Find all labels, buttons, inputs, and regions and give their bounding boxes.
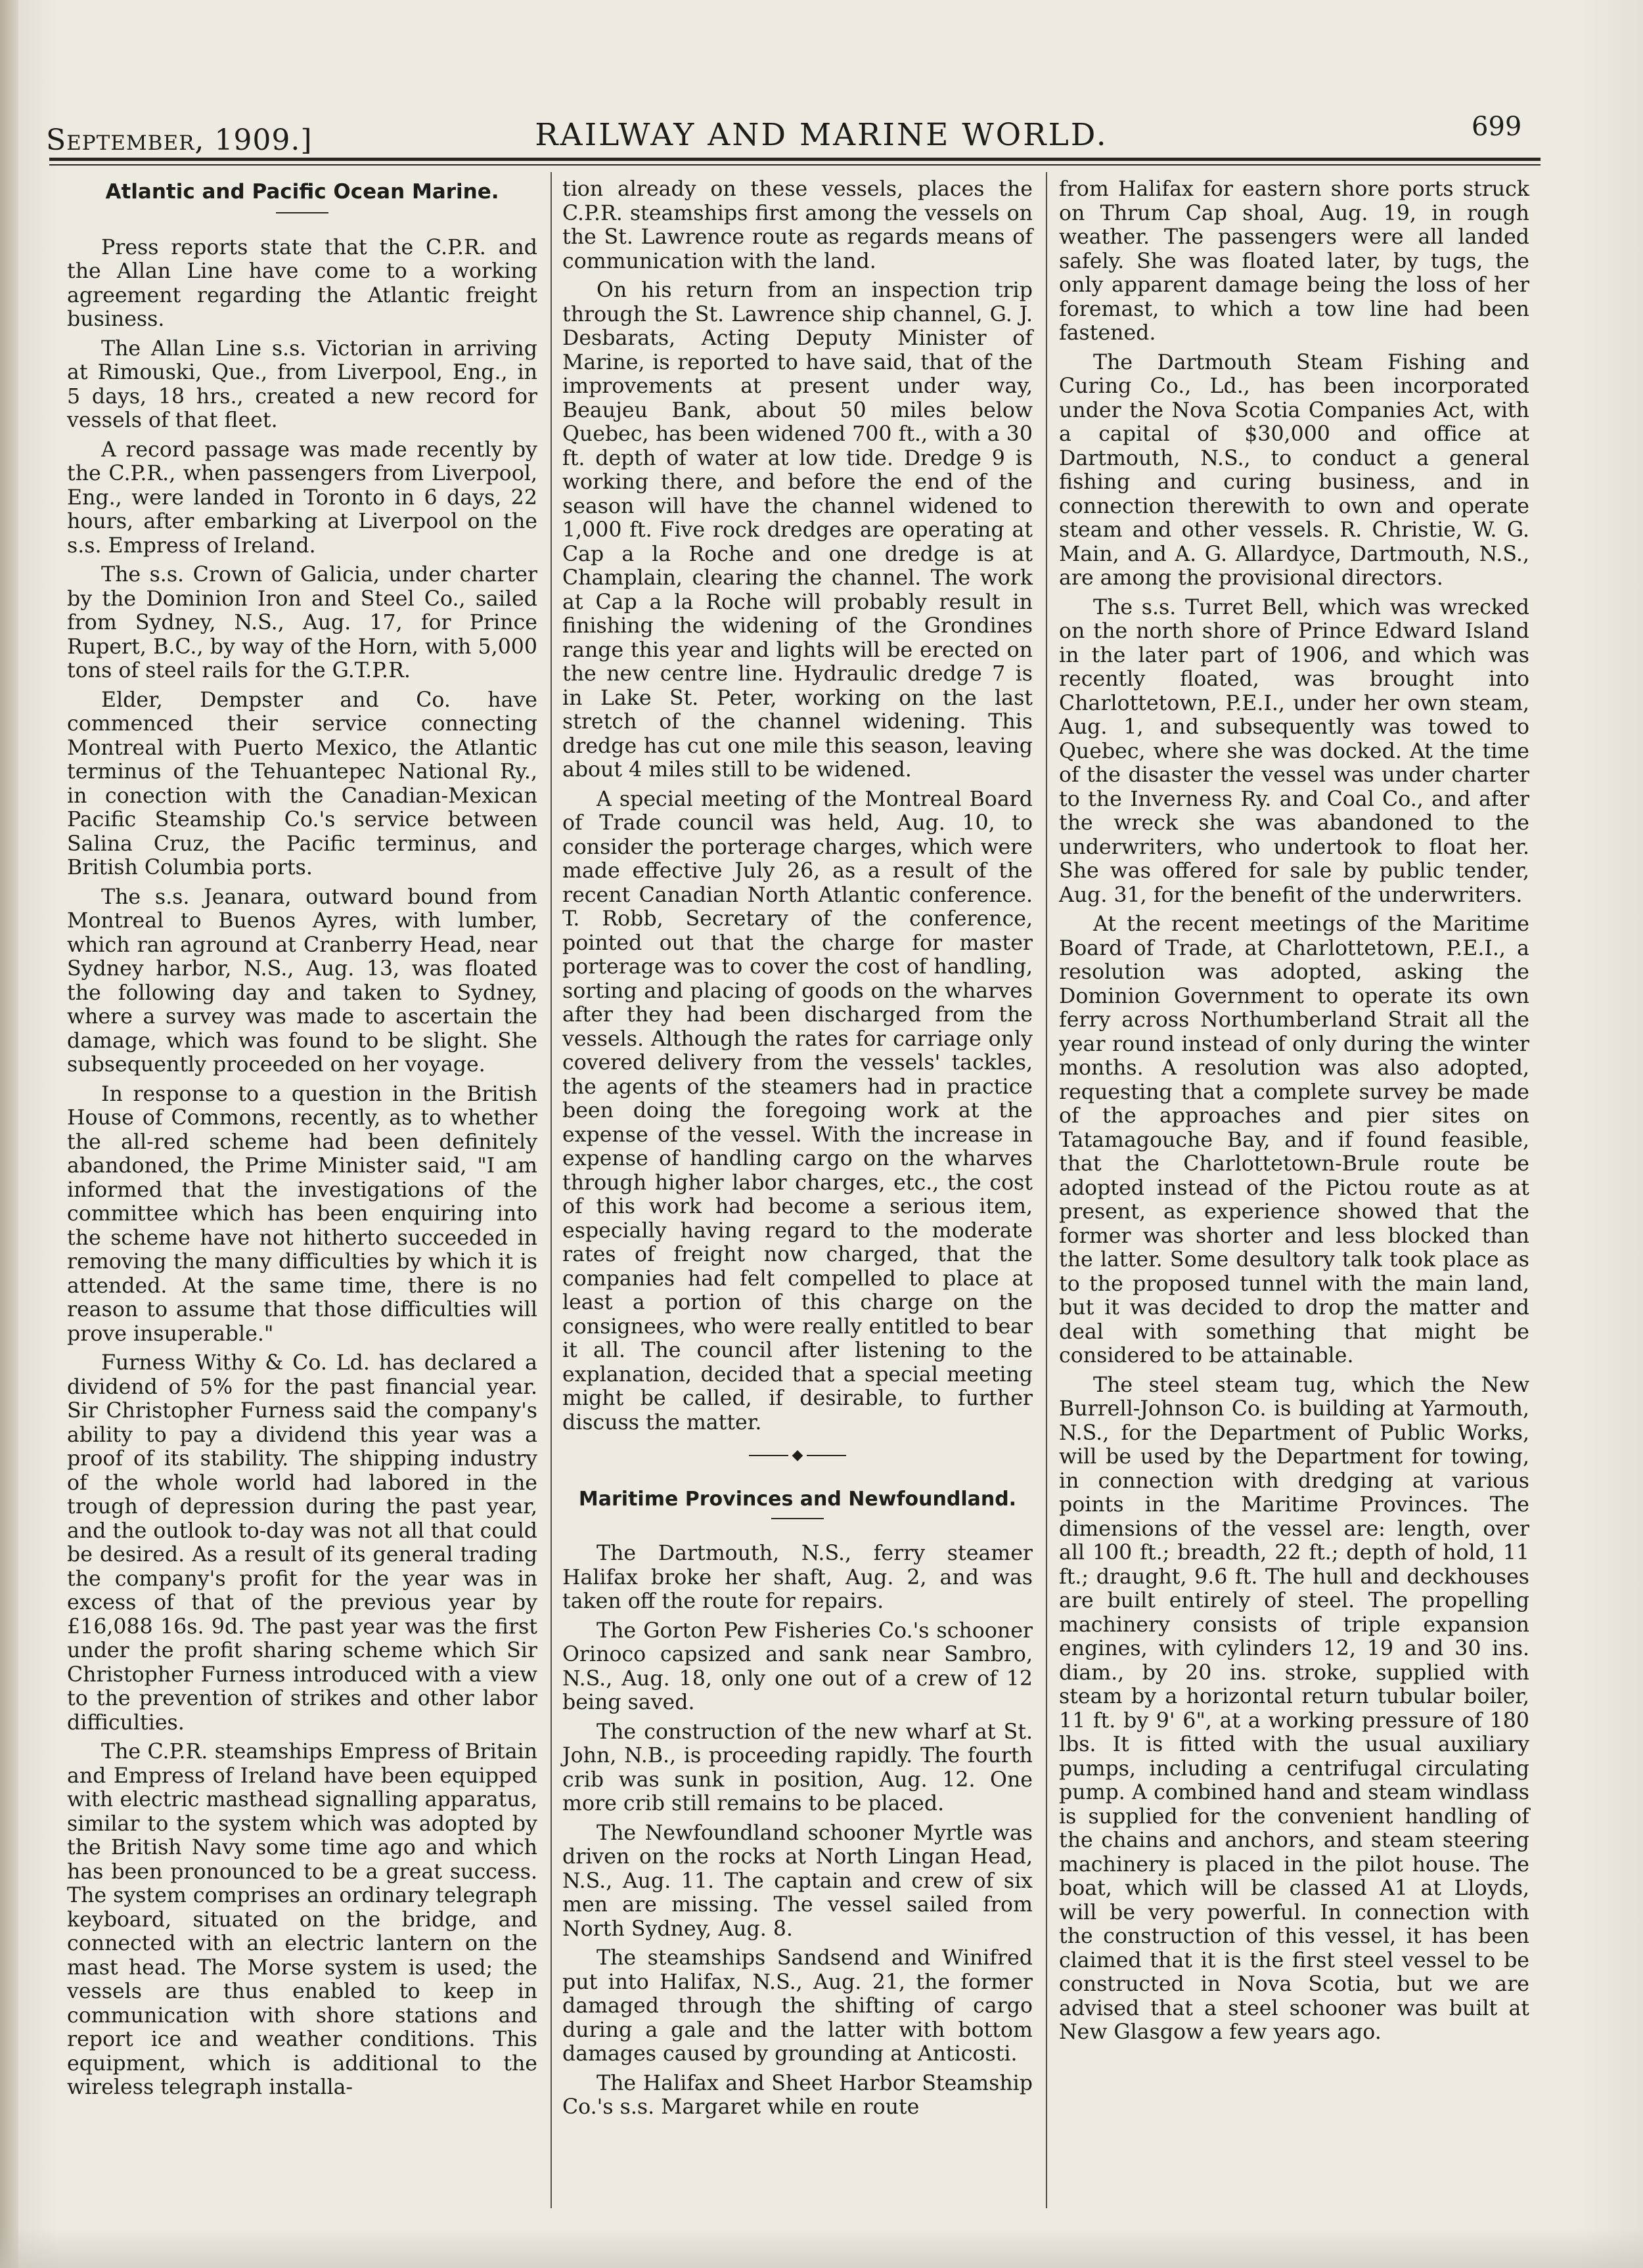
article-paragraph: The Gorton Pew Fisheries Co.'s schooner Orinoco capsized and sank near Sambro, N.S., Aug. 18, only one out of a crew of 12 being saved. xyxy=(562,1618,1033,1715)
article-paragraph: The s.s. Crown of Galicia, under charter by the Dominion Iron and Steel Co., sailed from Sydney, N.S., Aug. 17, for Prince Rupert, B.C., by way of the Horn, with 5,000 tons of steel rails for the G.T.P.R. xyxy=(67,563,537,682)
column-2 xyxy=(562,177,1033,2125)
article-paragraph: The steel steam tug, which the New Burrell-Johnson Co. is building at Yarmouth, N.S., for the Department of Public Works, will be used by the Department for towing, in connection with dredging at various points in the Maritime Provinces. The dimensions of the vessel are: length, over all 100 ft.; breadth, 22 ft.; depth of hold, 11 ft.; draught, 9.6 ft. The hull and deckhouses are built entirely of steel. The propelling machinery consists of triple expansion engines, with cylinders 12, 19 and 30 ins. diam., by 20 ins. stroke, supplied with steam by a horizontal return tubular boiler, 11 ft. by 9' 6", at a working pressure of 180 lbs. It is fitted with the usual auxiliary pumps, including a centrifugal circulating pump. A combined hand and steam windlass is supplied for the convenient handling of the chains and anchors, and steam steering machinery is placed in the pilot house. The boat, which will be classed A1 at Lloyds, will be very powerful. In connection with the construction of this vessel, it has been claimed that it is the first steel vessel to be constructed in Nova Scotia, but we are advised that a steel schooner was built at New Glasgow a few years ago. xyxy=(1059,1373,1529,2044)
article-paragraph: The Newfoundland schooner Myrtle was driven on the rocks at North Lingan Head, N.S., Aug. 11. The captain and crew of six men are missing. The vessel sailed from North Sydney, Aug. 8. xyxy=(562,1821,1033,1941)
header-rule xyxy=(49,158,1541,161)
article-paragraph: tion already on these vessels, places the C.P.R. steamships first among the vessels on the St. Lawrence route as regards means of communication with the land. xyxy=(562,177,1033,273)
article-paragraph: In response to a question in the British House of Commons, recently, as to whether the all-red scheme had been definitely abandoned, the Prime Minister said, "I am informed that the investigations of the committee which has been enquiring into the scheme have not hitherto succeeded in removing the many difficulties by which it is attended. At the same time, there is no reason to assume that those difficulties will prove insuperable." xyxy=(67,1082,537,1346)
article-paragraph: The s.s. Turret Bell, which was wrecked on the north shore of Prince Edward Island in the later part of 1906, and which was recently floated, was brought into Charlottetown, P.E.I., under her own steam, Aug. 1, and subsequently was towed to Quebec, where she was docked. At the time of the disaster the vessel was under charter to the Inverness Ry. and Coal Co., and after the wreck she was abandoned to the underwriters, who undertook to float her. She was offered for sale by public tender, Aug. 31, for the benefit of the underwriters. xyxy=(1059,595,1529,907)
page-edge-shadow xyxy=(0,2229,1643,2268)
article-paragraph: The construction of the new wharf at St. John, N.B., is proceeding rapidly. The fourth crib was sunk in position, Aug. 12. One more crib still remains to be placed. xyxy=(562,1720,1033,1816)
header-rule-thin xyxy=(49,164,1541,166)
article-paragraph: from Halifax for eastern shore ports struck on Thrum Cap shoal, Aug. 19, in rough weather. The passengers were all landed safely. She was floated later, by tugs, the only apparent damage being the loss of her foremast, to which a tow line had been fastened. xyxy=(1059,177,1529,345)
column-3 xyxy=(1059,177,1529,2050)
section-divider-ornament: ◆ xyxy=(562,1444,1033,1468)
article-paragraph: The C.P.R. steamships Empress of Britain and Empress of Ireland have been equipped with electric masthead signalling apparatus, similar to the system which was adopted by the British Navy some time ago and which has been pronounced to be a great success. The system comprises an ordinary telegraph keyboard, situated on the bridge, and connected with an electric lantern on the mast head. The Morse system is used; the vessels are thus enabled to keep in communication with shore stations and report ice and weather conditions. This equipment, which is additional to the wireless telegraph installa- xyxy=(67,1740,537,2099)
column-divider xyxy=(551,172,552,2208)
column-1 xyxy=(67,177,537,2105)
article-paragraph: Elder, Dempster and Co. have commenced their service connecting Montreal with Puerto Mexico, the Atlantic terminus of the Tehuantepec National Ry., in conection with the Canadian-Mexican Pacific Steamship Co.'s service between Salina Cruz, the Pacific terminus, and British Columbia ports. xyxy=(67,688,537,879)
page-number: 699 xyxy=(1472,112,1522,142)
headline-rule xyxy=(276,212,328,213)
article-paragraph: The s.s. Jeanara, outward bound from Montreal to Buenos Ayres, with lumber, which ran aground at Cranberry Head, near Sydney harbor, N.S., Aug. 13, was floated the following day and taken to Sydney, where a survey was made to ascertain the damage, which was found to be slight. She subsequently proceeded on her voyage. xyxy=(67,885,537,1077)
article-paragraph: Press reports state that the C.P.R. and the Allan Line have come to a working agreement regarding the Atlantic freight business. xyxy=(67,235,537,331)
article-paragraph: A record passage was made recently by the C.P.R., when passengers from Liverpool, Eng., were landed in Toronto in 6 days, 22 hours, after embarking at Liverpool on the s.s. Empress of Ireland. xyxy=(67,437,537,558)
headline-rule xyxy=(771,1518,824,1519)
article-paragraph: On his return from an inspection trip through the St. Lawrence ship channel, G. J. Desbarats, Acting Deputy Minister of Marine, is reported to have said, that of the improvements at present under way, Beaujeu Bank, about 50 miles below Quebec, has been widened 700 ft., with a 30 ft. depth of water at low tide. Dredge 9 is working there, and before the end of the season will have the channel widened to 1,000 ft. Five rock dredges are operating at Cap a la Roche and one dredge is at Champlain, clearing the channel. The work at Cap a la Roche will probably result in finishing the widening of the Grondines range this year and lights will be erected on the new centre line. Hydraulic dredge 7 is in Lake St. Peter, working on the last stretch of the channel widening. This dredge has cut one mile this season, leaving about 4 miles still to be widened. xyxy=(562,278,1033,782)
column-divider xyxy=(1046,172,1047,2208)
book-spine-shadow xyxy=(0,0,18,2268)
section-headline: Atlantic and Pacific Ocean Marine. xyxy=(105,180,499,204)
article-paragraph: The Dartmouth Steam Fishing and Curing Co., Ld., has been incorporated under the Nova Scotia Companies Act, with a capital of $30,000 and office at Dartmouth, N.S., to conduct a general fishing and curing business, and in connection therewith to own and operate steam and other vessels. R. Christie, W. G. Main, and A. G. Allardyce, Dartmouth, N.S., are among the provisional directors. xyxy=(1059,350,1529,590)
article-paragraph: A special meeting of the Montreal Board of Trade council was held, Aug. 10, to consider the porterage charges, which were made effective July 26, as a result of the recent Canadian North Atlantic conference. T. Robb, Secretary of the conference, pointed out that the charge for master porterage was to cover the cost of handling, sorting and placing of goods on the wharves after they had been discharged from the vessels. Although the rates for carriage only covered delivery from the vessels' tackles, the agents of the steamers had in practice been doing the foregoing work at the expense of the vessel. With the increase in expense of handling cargo on the wharves through higher labor charges, etc., the cost of this work had become a serious item, especially having regard to the moderate rates of freight now charged, that the companies had felt compelled to place at least a portion of this charge on the consignees, who were really entitled to bear it all. The council after listening to the explanation, decided that a special meeting might be called, if desirable, to further discuss the matter. xyxy=(562,787,1033,1434)
header-title: RAILWAY AND MARINE WORLD. xyxy=(535,117,1108,153)
section-headline: Maritime Provinces and Newfoundland. xyxy=(578,1487,1017,1511)
article-paragraph: The Dartmouth, N.S., ferry steamer Halifax broke her shaft, Aug. 2, and was taken off the route for repairs. xyxy=(562,1542,1033,1614)
article-paragraph: The steamships Sandsend and Winifred put into Halifax, N.S., Aug. 21, the former damaged through the shifting of cargo during a gale and the latter with bottom damages caused by grounding at Anticosti. xyxy=(562,1946,1033,2066)
article-paragraph: Furness Withy & Co. Ld. has declared a dividend of 5% for the past financial year. Sir Christopher Furness said the company's ability to pay a dividend this year was a proof of its stability. The shipping industry of the whole world had labored in the trough of depression during the past year, and the outlook to-day was not all that could be desired. As a result of its general trading the company's profit for the year was in excess of that of the previous year by £16,088 16s. 9d. The past year was the first under the profit sharing scheme which Sir Christopher Furness introduced with a view to the prevention of strikes and other labor difficulties. xyxy=(67,1351,537,1735)
article-paragraph: At the recent meetings of the Maritime Board of Trade, at Charlottetown, P.E.I., a resolution was adopted, asking the Dominion Government to operate its own ferry across Northumberland Strait all the year round instead of only during the winter months. A resolution was also adopted, requesting that a complete survey be made of the approaches and pier sites on Tatamagouche Bay, and if found feasible, that the Charlottetown-Brule route be adopted instead of the Pictou route as at present, as experience showed that the former was shorter and less blocked than the latter. Some desultory talk took place as to the proposed tunnel with the main land, but it was decided to drop the matter and deal with something that might be considered to be attainable. xyxy=(1059,912,1529,1367)
header-date: September, 1909.] xyxy=(46,123,313,157)
article-paragraph: The Halifax and Sheet Harbor Steamship Co.'s s.s. Margaret while en route xyxy=(562,2071,1033,2120)
article-paragraph: The Allan Line s.s. Victorian in arriving at Rimouski, Que., from Liverpool, Eng., in 5 days, 18 hrs., created a new record for vessels of that fleet. xyxy=(67,336,537,432)
